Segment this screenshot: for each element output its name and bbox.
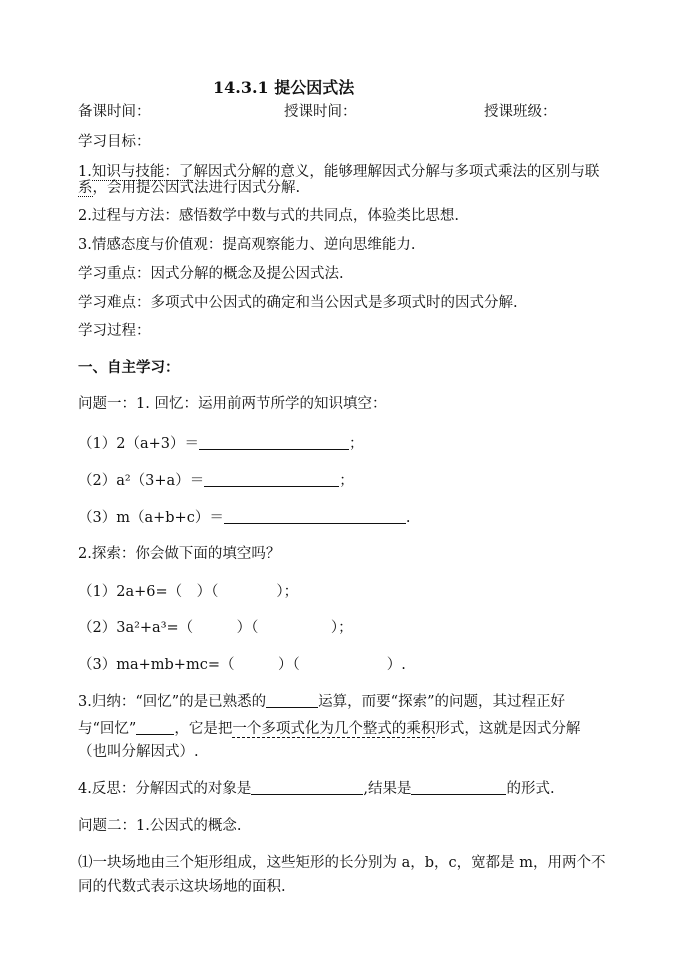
question-2-intro: 2.探索：你会做下面的填空吗？ xyxy=(78,546,281,562)
question-6-line-2: 同的代数式表示这块场地的面积. xyxy=(78,879,286,895)
q2-item-1: （1）2a+6=（ ）（ ）； xyxy=(78,584,299,600)
answer-blank[interactable] xyxy=(199,435,349,450)
key-point: 学习重点：因式分解的概念及提公因式法. xyxy=(78,266,344,282)
page-title: 14.3.1 提公因式法 xyxy=(213,78,355,97)
question-5: 问题二：1.公因式的概念. xyxy=(78,818,242,834)
class-time-label: 授课时间： xyxy=(284,104,357,120)
q1-item-1: （1）2（a+3）＝ ； xyxy=(78,436,364,452)
answer-blank[interactable] xyxy=(224,509,406,524)
answer-blank[interactable] xyxy=(136,720,174,735)
answer-blank[interactable] xyxy=(204,472,339,487)
question-4: 4.反思：分解因式的对象是 ,结果是 的形式. xyxy=(78,781,555,797)
question-3-line-1: 3.归纳：“回忆”的是已熟悉的 运算，而要“探索”的问题，其过程正好 xyxy=(78,694,565,710)
question-3-line-2: 与“回忆” ，它是把一个多项式化为几个整式的乘积形式，这就是因式分解 xyxy=(78,721,581,737)
answer-blank[interactable] xyxy=(266,693,318,708)
objective-2: 2.过程与方法：感悟数学中数与式的共同点，体验类比思想. xyxy=(78,208,459,224)
q2-item-2: （2）3a²+a³=（ ）（ ）； xyxy=(78,620,353,636)
objective-1-line-1: 1.知识与技能：了解因式分解的意义，能够理解因式分解与多项式乘法的区别与联 xyxy=(78,164,600,180)
question-6-line-1: ⑴一块场地由三个矩形组成，这些矩形的长分别为 a，b，c，宽都是 m，用两个不 xyxy=(78,855,606,871)
question-3-line-3: （也叫分解因式）. xyxy=(78,744,199,760)
question-1-intro: 问题一：1. 回忆：运用前两节所学的知识填空： xyxy=(78,396,387,412)
class-group-label: 授课班级： xyxy=(484,104,557,120)
answer-blank[interactable] xyxy=(251,780,363,795)
q2-item-3: （3）ma+mb+mc=（ ）（ ）. xyxy=(78,657,406,673)
objectives-label: 学习目标： xyxy=(78,134,151,150)
section-heading: 一、自主学习： xyxy=(78,359,180,376)
objective-1-line-2: 系，会用提公因式法进行因式分解. xyxy=(78,180,301,196)
prep-time-label: 备课时间： xyxy=(78,104,151,120)
process-label: 学习过程： xyxy=(78,323,151,339)
q1-item-3: （3）m（a+b+c）＝ . xyxy=(78,510,411,526)
objective-3: 3.情感态度与价值观：提高观察能力、逆向思维能力. xyxy=(78,237,416,253)
q1-item-2: （2）a²（3+a）＝ ； xyxy=(78,473,354,489)
answer-blank[interactable] xyxy=(411,780,506,795)
difficulty: 学习难点：多项式中公因式的确定和当公因式是多项式时的因式分解. xyxy=(78,295,518,311)
